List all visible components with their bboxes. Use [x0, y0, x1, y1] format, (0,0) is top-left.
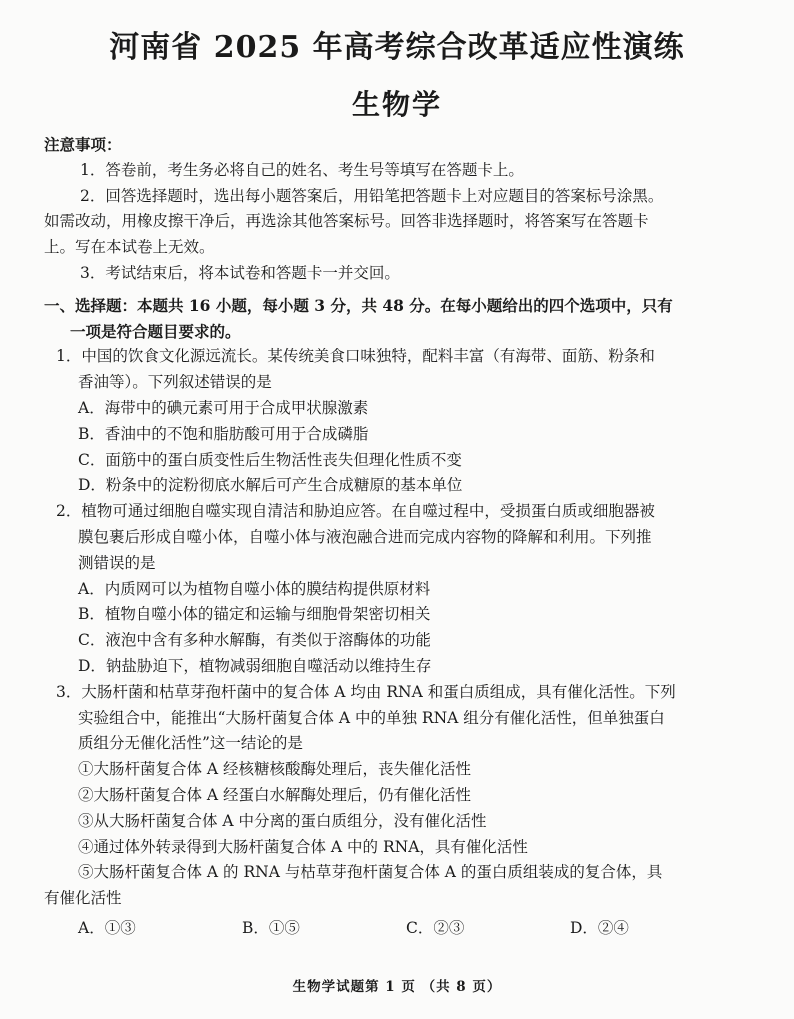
question-3-options: [44, 916, 756, 942]
question-1-option-b: B．香油中的不饱和脂肪酸可用于合成磷脂: [78, 424, 369, 443]
question-2-stem-cont: 测错误的是: [78, 553, 156, 572]
question-3-stem-cont: 质组分无催化活性”这一结论的是: [78, 734, 303, 753]
question-3-stem: 3．大肠杆菌和枯草芽孢杆菌中的复合体 A 均由 RNA 和蛋白质组成，具有催化活性。下列: [56, 682, 676, 701]
notice-heading: 注意事项：: [44, 135, 122, 154]
notice-item-3: 3．考试结束后，将本试卷和答题卡一并交回。: [80, 263, 400, 282]
question-1-stem-cont: 香油等）。下列叙述错误的是: [78, 373, 272, 392]
question-1-stem: 1．中国的饮食文化源远流长。某传统美食口味独特，配料丰富（有海带、面筋、粉条和: [56, 347, 655, 366]
question-1-option-c: C．面筋中的蛋白质变性后生物活性丧失但理化性质不变: [78, 450, 462, 469]
question-1-option-a: A．海带中的碘元素可用于合成甲状腺激素: [78, 398, 369, 417]
question-1-option-d: D．粉条中的淀粉彻底水解后可产生合成糖原的基本单位: [78, 476, 463, 495]
question-2-option-a: A．内质网可以为植物自噬小体的膜结构提供原材料: [78, 579, 431, 598]
page-footer: 生物学试题第 1 页 （共 8 页）: [292, 979, 502, 995]
question-3-stem-cont: 实验组合中，能推出“大肠杆菌复合体 A 中的单独 RNA 组分有催化活性，但单独蛋白: [78, 708, 665, 727]
question-3-option-c: C．②③: [406, 918, 465, 937]
section-heading-cont: 一项是符合题目要求的。: [70, 321, 241, 341]
question-3-option-d: D．②④: [570, 918, 629, 937]
question-3-item-2: ②大肠杆菌复合体 A 经蛋白水解酶处理后，仍有催化活性: [78, 785, 472, 804]
question-2-stem: 2．植物可通过细胞自噬实现自清洁和胁迫应答。在自噬过程中，受损蛋白质或细胞器被: [56, 502, 655, 521]
question-3-item-4: ④通过体外转录得到大肠杆菌复合体 A 中的 RNA，具有催化活性: [78, 837, 528, 856]
section-heading: 一、选择题：本题共 16 小题，每小题 3 分，共 48 分。在每小题给出的四个选项中，只有: [44, 295, 673, 315]
question-2-option-d: D．钠盐胁迫下，植物减弱细胞自噬活动以维持生存: [78, 656, 432, 675]
question-2-stem-cont: 膜包裹后形成自噬小体，自噬小体与液泡融合进而完成内容物的降解和利用。下列推: [78, 527, 652, 546]
notice-item-2-cont: 上。写在本试卷上无效。: [44, 238, 215, 257]
page-title: 河南省 2025 年高考综合改革适应性演练: [109, 30, 685, 65]
notice-item-2: 2．回答选择题时，选出每小题答案后，用铅笔把答题卡上对应题目的答案标号涂黑。: [80, 186, 664, 205]
notice-item-1: 1．答卷前，考生务必将自己的姓名、考生号等填写在答题卡上。: [80, 160, 524, 179]
subject-title: 生物学: [351, 88, 442, 121]
notice-item-2-cont: 如需改动，用橡皮擦干净后，再选涂其他答案标号。回答非选择题时，将答案写在答题卡: [44, 212, 649, 231]
exam-body: [44, 132, 756, 942]
question-3-item-5-cont: 有催化活性: [44, 889, 122, 908]
question-3-item-1: ①大肠杆菌复合体 A 经核糖核酸酶处理后，丧失催化活性: [78, 760, 472, 779]
question-2-option-b: B．植物自噬小体的锚定和运输与细胞骨架密切相关: [78, 605, 431, 624]
question-2-option-c: C．液泡中含有多种水解酶，有类似于溶酶体的功能: [78, 631, 431, 650]
question-3-item-5: ⑤大肠杆菌复合体 A 的 RNA 与枯草芽孢杆菌复合体 A 的蛋白质组装成的复合体，具: [78, 863, 663, 882]
question-3-option-a: A．①③: [78, 918, 136, 937]
question-3-option-b: B．①⑤: [242, 918, 300, 937]
question-3-item-3: ③从大肠杆菌复合体 A 中分离的蛋白质组分，没有催化活性: [78, 811, 487, 830]
